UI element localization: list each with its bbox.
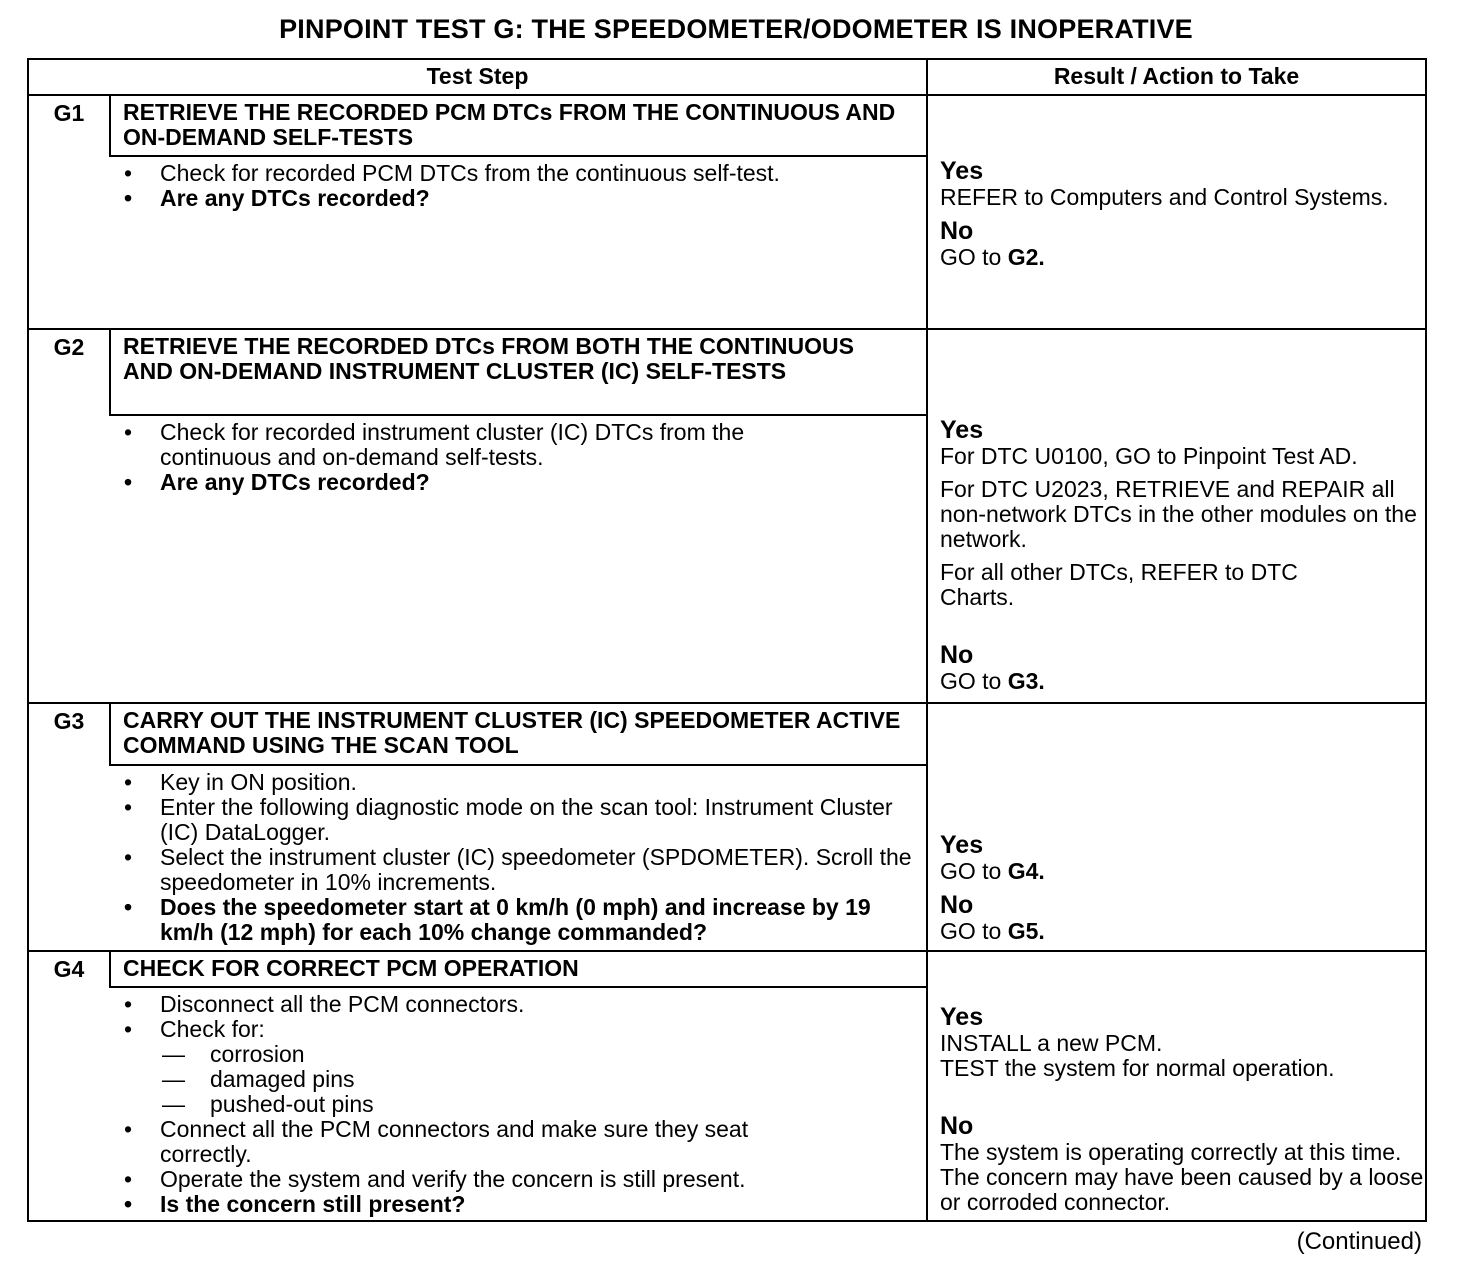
- instruction-item: • Check for recorded instrument cluster (IC) DTCs from the continuous and on-demand self-tests.: [112, 420, 832, 470]
- instruction-item: • Connect all the PCM connectors and make sure they seat correctly.: [112, 1117, 842, 1167]
- question-item: • Are any DTCs recorded?: [112, 186, 922, 211]
- no-label: No: [940, 217, 974, 245]
- row-divider: [27, 328, 1427, 330]
- test-step-header: Test Step: [426, 63, 529, 89]
- check-list: [160, 1042, 842, 1117]
- question-item: • Is the concern still present?: [112, 1192, 842, 1217]
- step-id-divider: [109, 950, 111, 987]
- result-cell: [940, 1004, 1426, 1215]
- result-header: Result / Action to Take: [1053, 63, 1300, 89]
- yes-label: Yes: [940, 831, 984, 859]
- no-action: GO to G2.: [940, 244, 1045, 270]
- yes-label: Yes: [940, 157, 984, 185]
- yes-label: Yes: [940, 1003, 984, 1031]
- step-id: G1: [53, 100, 85, 126]
- check-item: — damaged pins: [160, 1067, 842, 1092]
- no-label: No: [940, 641, 974, 669]
- step-id: G4: [53, 956, 85, 982]
- step-instructions: [112, 420, 832, 495]
- step-title: CARRY OUT THE INSTRUMENT CLUSTER (IC) SPEEDOMETER ACTIVE COMMAND USING THE SCAN TOOL: [123, 707, 901, 758]
- step-title: CHECK FOR CORRECT PCM OPERATION: [123, 955, 579, 981]
- step-id-divider: [109, 702, 111, 765]
- no-action: GO to G5.: [940, 918, 1045, 944]
- instruction-item: • Check for: — corrosion — damaged pins — pushed-out pins: [112, 1017, 842, 1117]
- question-item: • Are any DTCs recorded?: [112, 470, 832, 495]
- yes-action: GO to G4.: [940, 858, 1045, 884]
- yes-action: For all other DTCs, REFER to DTC Charts.: [940, 559, 1298, 610]
- step-id-divider: [109, 94, 111, 156]
- yes-action: For DTC U0100, GO to Pinpoint Test AD.: [940, 443, 1358, 469]
- continued-note: (Continued): [1296, 1228, 1422, 1255]
- result-cell: [940, 158, 1426, 270]
- step-reference: G5.: [1007, 918, 1045, 944]
- no-action: GO to G3.: [940, 668, 1045, 694]
- instruction-item: • Check for recorded PCM DTCs from the continuous self-test.: [112, 161, 922, 186]
- step-id: G3: [53, 708, 85, 734]
- step-title-divider: [109, 155, 927, 157]
- no-action: The system is operating correctly at this time. The concern may have been caused by a loose or corroded connector.: [940, 1139, 1424, 1215]
- instruction-item: • Enter the following diagnostic mode on the scan tool: Instrument Cluster (IC) DataLogger.: [112, 795, 922, 845]
- step-title-divider: [109, 764, 927, 766]
- no-label: No: [940, 891, 974, 919]
- row-divider: [27, 950, 1427, 952]
- step-title-divider: [109, 414, 927, 416]
- yes-action: INSTALL a new PCM.: [940, 1030, 1163, 1056]
- instruction-item: • Select the instrument cluster (IC) speedometer (SPDOMETER). Scroll the speedometer in 10% increments.: [112, 845, 922, 895]
- step-reference: G3.: [1007, 668, 1045, 694]
- check-item: — pushed-out pins: [160, 1092, 842, 1117]
- step-title: RETRIEVE THE RECORDED DTCs FROM BOTH THE CONTINUOUS AND ON-DEMAND INSTRUMENT CLUSTER (IC) SELF-TESTS: [123, 333, 854, 384]
- check-item: — corrosion: [160, 1042, 842, 1067]
- yes-label: Yes: [940, 416, 984, 444]
- step-title: RETRIEVE THE RECORDED PCM DTCs FROM THE CONTINUOUS AND ON-DEMAND SELF-TESTS: [123, 99, 896, 150]
- instruction-item: • Key in ON position.: [112, 770, 922, 795]
- step-title-divider: [109, 986, 927, 988]
- header-divider: [27, 94, 1427, 96]
- step-reference: G4.: [1007, 858, 1045, 884]
- column-divider: [926, 58, 928, 1222]
- step-instructions: [112, 161, 922, 211]
- yes-action: For DTC U2023, RETRIEVE and REPAIR all non-network DTCs in the other modules on the network.: [940, 476, 1417, 552]
- instruction-item: • Operate the system and verify the concern is still present.: [112, 1167, 842, 1192]
- step-instructions: [112, 770, 922, 945]
- row-divider: [27, 702, 1427, 704]
- step-id-divider: [109, 328, 111, 415]
- step-id: G2: [53, 334, 85, 360]
- page-title: PINPOINT TEST G: THE SPEEDOMETER/ODOMETER IS INOPERATIVE: [279, 14, 1193, 44]
- result-cell: [940, 832, 1426, 944]
- step-reference: G2.: [1007, 244, 1045, 270]
- step-instructions: [112, 992, 842, 1217]
- no-label: No: [940, 1112, 974, 1140]
- instruction-item: • Disconnect all the PCM connectors.: [112, 992, 842, 1017]
- yes-action: REFER to Computers and Control Systems.: [940, 184, 1389, 210]
- yes-action: TEST the system for normal operation.: [940, 1055, 1335, 1081]
- result-cell: [940, 417, 1426, 694]
- question-item: • Does the speedometer start at 0 km/h (0 mph) and increase by 19 km/h (12 mph) for each 10% change commanded?: [112, 895, 922, 945]
